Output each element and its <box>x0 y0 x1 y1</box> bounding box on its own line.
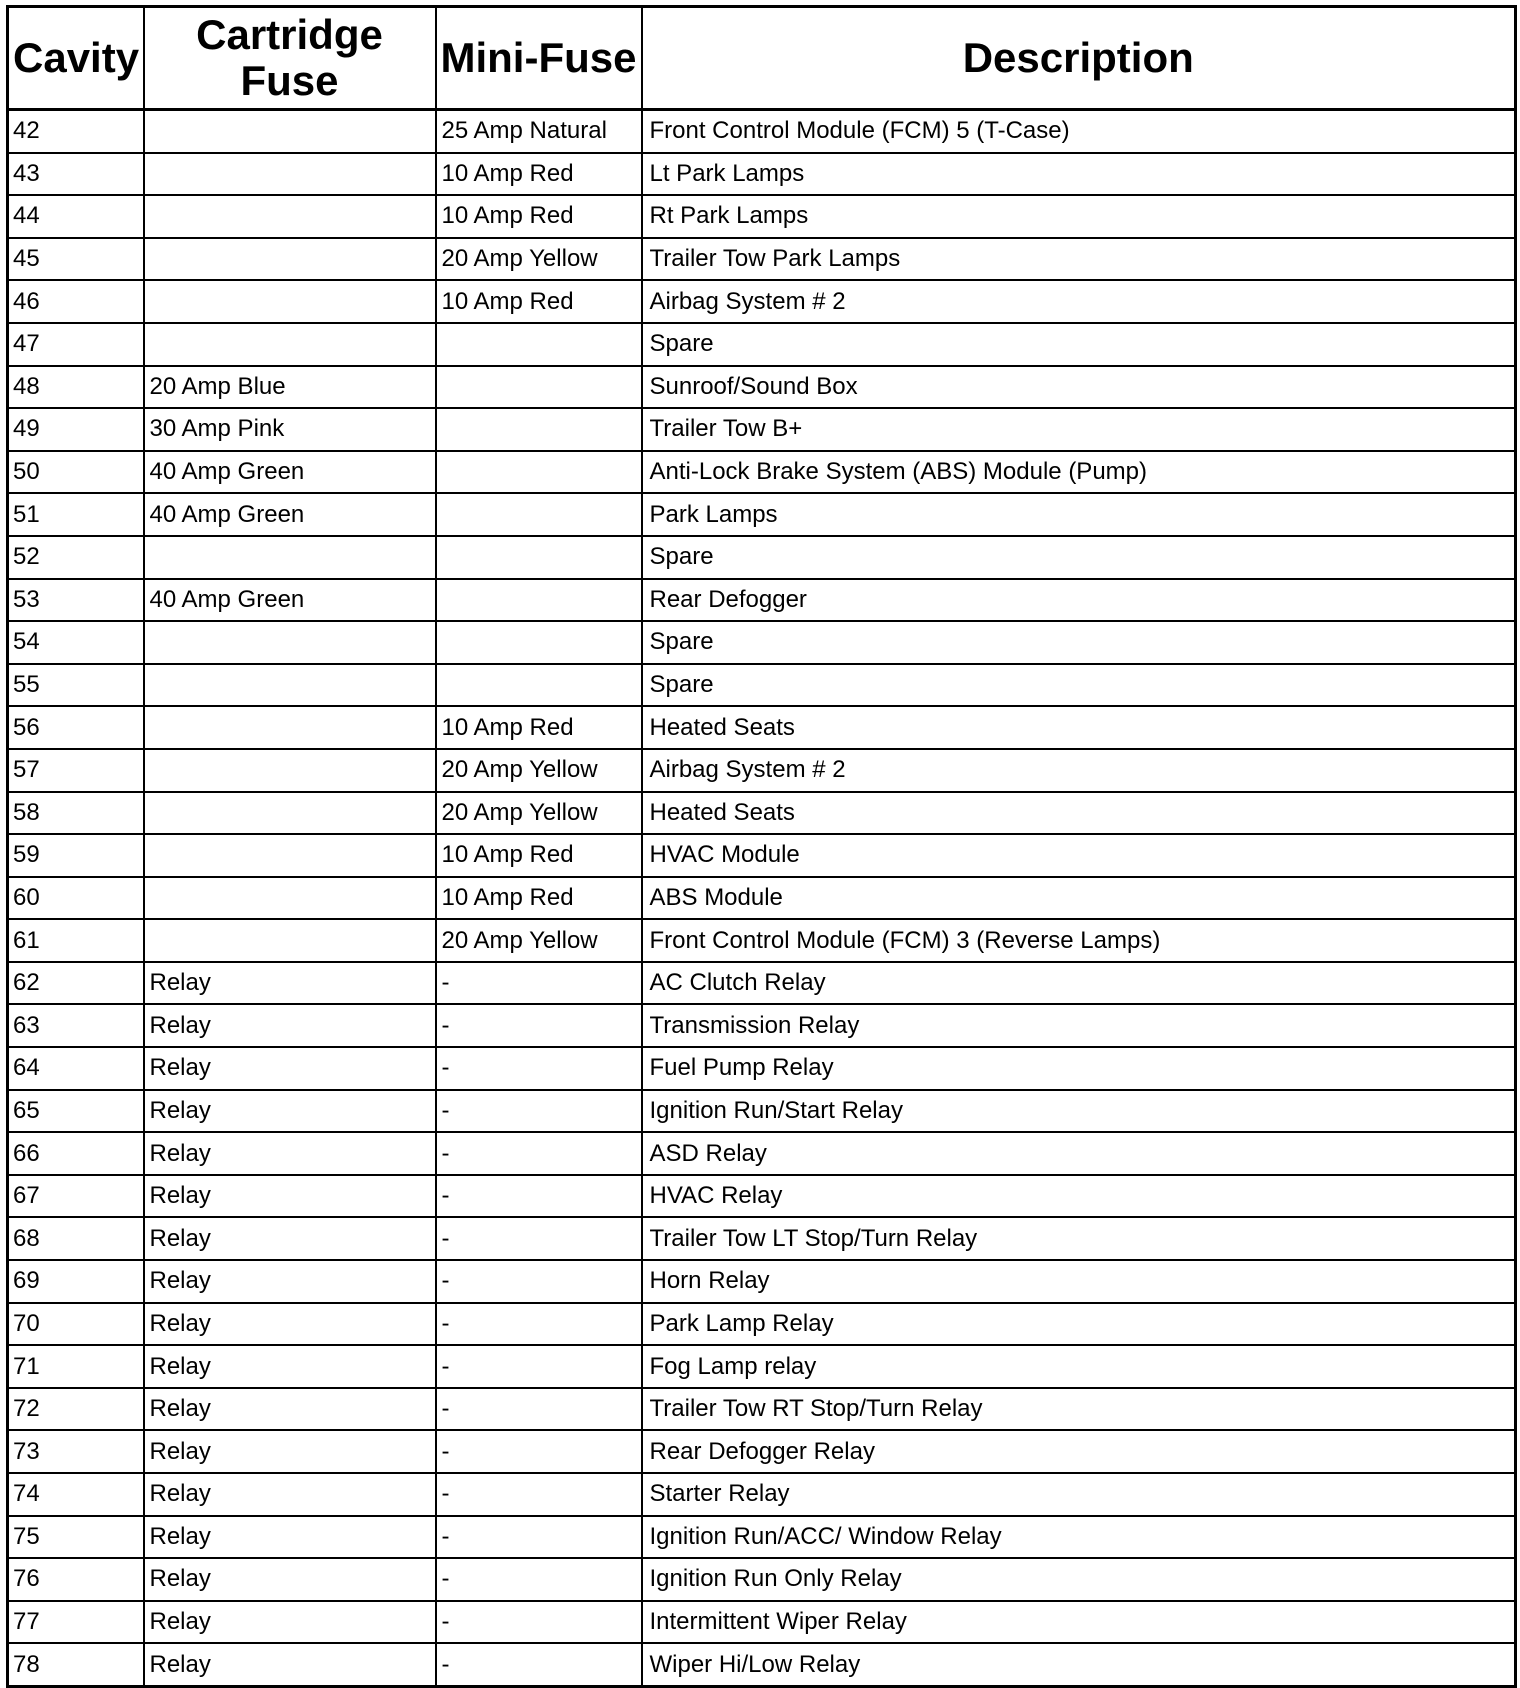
table-row <box>8 919 1516 962</box>
table-row <box>8 1558 1516 1601</box>
table-row <box>8 1090 1516 1133</box>
cell-cartridge-fuse: Relay <box>144 1090 436 1133</box>
cell-cartridge-fuse: Relay <box>144 1303 436 1346</box>
cell-mini-fuse: 20 Amp Yellow <box>436 919 642 962</box>
cell-cavity: 46 <box>8 280 144 323</box>
cell-description: Ignition Run/ACC/ Window Relay <box>642 1516 1516 1559</box>
table-row <box>8 877 1516 920</box>
cell-mini-fuse: 10 Amp Red <box>436 706 642 749</box>
cell-description: Heated Seats <box>642 792 1516 835</box>
cell-mini-fuse: - <box>436 1430 642 1473</box>
cell-cavity: 54 <box>8 621 144 664</box>
cell-description: ASD Relay <box>642 1132 1516 1175</box>
cell-mini-fuse: - <box>436 1601 642 1644</box>
table-row <box>8 962 1516 1005</box>
fuse-table <box>6 5 1517 1688</box>
cell-description: Fuel Pump Relay <box>642 1047 1516 1090</box>
cell-mini-fuse: - <box>436 1516 642 1559</box>
table-row <box>8 536 1516 579</box>
cell-cavity: 48 <box>8 366 144 409</box>
cell-mini-fuse: - <box>436 1260 642 1303</box>
cell-description: Spare <box>642 621 1516 664</box>
cell-description: Front Control Module (FCM) 3 (Reverse Lamps) <box>642 919 1516 962</box>
cell-description: Horn Relay <box>642 1260 1516 1303</box>
cell-mini-fuse: - <box>436 1388 642 1431</box>
cell-description: Park Lamps <box>642 493 1516 536</box>
cell-cartridge-fuse <box>144 919 436 962</box>
cell-description: Spare <box>642 323 1516 366</box>
table-row <box>8 1047 1516 1090</box>
cell-cavity: 68 <box>8 1217 144 1260</box>
table-row <box>8 238 1516 281</box>
cell-cavity: 62 <box>8 962 144 1005</box>
cell-cavity: 44 <box>8 195 144 238</box>
cell-mini-fuse: - <box>436 1473 642 1516</box>
cell-cavity: 59 <box>8 834 144 877</box>
cell-cavity: 75 <box>8 1516 144 1559</box>
cell-cartridge-fuse: Relay <box>144 1643 436 1686</box>
cell-cavity: 64 <box>8 1047 144 1090</box>
cell-cavity: 69 <box>8 1260 144 1303</box>
cell-description: HVAC Module <box>642 834 1516 877</box>
cell-cavity: 58 <box>8 792 144 835</box>
cell-cartridge-fuse <box>144 792 436 835</box>
cell-cavity: 47 <box>8 323 144 366</box>
cell-mini-fuse: 10 Amp Red <box>436 877 642 920</box>
header-row <box>8 7 1516 110</box>
cell-cavity: 51 <box>8 493 144 536</box>
cell-description: Rear Defogger Relay <box>642 1430 1516 1473</box>
table-row <box>8 664 1516 707</box>
cell-description: Trailer Tow RT Stop/Turn Relay <box>642 1388 1516 1431</box>
cell-cavity: 49 <box>8 408 144 451</box>
cell-description: Ignition Run Only Relay <box>642 1558 1516 1601</box>
cell-cartridge-fuse: 40 Amp Green <box>144 579 436 622</box>
cell-description: Fog Lamp relay <box>642 1345 1516 1388</box>
table-row <box>8 493 1516 536</box>
cell-description: Trailer Tow B+ <box>642 408 1516 451</box>
cell-cavity: 50 <box>8 451 144 494</box>
cell-mini-fuse: - <box>436 1132 642 1175</box>
cell-cavity: 43 <box>8 153 144 196</box>
cell-cartridge-fuse <box>144 706 436 749</box>
cell-cartridge-fuse: Relay <box>144 1388 436 1431</box>
table-body <box>8 110 1516 1687</box>
fuse-table-sheet <box>6 5 1514 1688</box>
cell-description: Rear Defogger <box>642 579 1516 622</box>
table-row <box>8 1004 1516 1047</box>
cell-description: Park Lamp Relay <box>642 1303 1516 1346</box>
cell-cavity: 72 <box>8 1388 144 1431</box>
cell-cartridge-fuse <box>144 195 436 238</box>
cell-cavity: 52 <box>8 536 144 579</box>
cell-mini-fuse: - <box>436 1047 642 1090</box>
cell-cartridge-fuse: Relay <box>144 1047 436 1090</box>
table-row <box>8 1303 1516 1346</box>
cell-cavity: 76 <box>8 1558 144 1601</box>
cell-cavity: 70 <box>8 1303 144 1346</box>
table-row <box>8 792 1516 835</box>
table-row <box>8 749 1516 792</box>
cell-mini-fuse <box>436 621 642 664</box>
cell-mini-fuse <box>436 451 642 494</box>
cell-description: Front Control Module (FCM) 5 (T-Case) <box>642 110 1516 153</box>
cell-description: Sunroof/Sound Box <box>642 366 1516 409</box>
header-cartridge-fuse <box>144 7 436 110</box>
cell-cavity: 74 <box>8 1473 144 1516</box>
cell-description: Wiper Hi/Low Relay <box>642 1643 1516 1686</box>
cell-cartridge-fuse: Relay <box>144 1558 436 1601</box>
table-row <box>8 451 1516 494</box>
table-row <box>8 323 1516 366</box>
table-row <box>8 1430 1516 1473</box>
table-row <box>8 153 1516 196</box>
cell-cavity: 57 <box>8 749 144 792</box>
cell-mini-fuse: - <box>436 1217 642 1260</box>
cell-mini-fuse: - <box>436 962 642 1005</box>
cell-mini-fuse: 20 Amp Yellow <box>436 749 642 792</box>
cell-cartridge-fuse: Relay <box>144 1175 436 1218</box>
cell-cartridge-fuse: 20 Amp Blue <box>144 366 436 409</box>
cell-cartridge-fuse: 40 Amp Green <box>144 451 436 494</box>
cell-description: ABS Module <box>642 877 1516 920</box>
table-row <box>8 280 1516 323</box>
cell-mini-fuse: 25 Amp Natural <box>436 110 642 153</box>
cell-description: Heated Seats <box>642 706 1516 749</box>
cell-mini-fuse <box>436 323 642 366</box>
cell-description: Rt Park Lamps <box>642 195 1516 238</box>
table-row <box>8 408 1516 451</box>
cell-cartridge-fuse <box>144 536 436 579</box>
cell-description: HVAC Relay <box>642 1175 1516 1218</box>
cell-description: Trailer Tow LT Stop/Turn Relay <box>642 1217 1516 1260</box>
cell-mini-fuse: - <box>436 1643 642 1686</box>
cell-cavity: 78 <box>8 1643 144 1686</box>
cell-cavity: 60 <box>8 877 144 920</box>
cell-cartridge-fuse: Relay <box>144 1217 436 1260</box>
cell-cartridge-fuse <box>144 664 436 707</box>
cell-cartridge-fuse: Relay <box>144 1430 436 1473</box>
table-header <box>8 7 1516 110</box>
table-row <box>8 1643 1516 1686</box>
cell-description: Transmission Relay <box>642 1004 1516 1047</box>
cell-cartridge-fuse: 30 Amp Pink <box>144 408 436 451</box>
table-row <box>8 366 1516 409</box>
cell-mini-fuse: - <box>436 1090 642 1133</box>
cell-description: Airbag System # 2 <box>642 749 1516 792</box>
cell-mini-fuse: 20 Amp Yellow <box>436 792 642 835</box>
cell-description: Intermittent Wiper Relay <box>642 1601 1516 1644</box>
cell-description: AC Clutch Relay <box>642 962 1516 1005</box>
cell-mini-fuse: - <box>436 1175 642 1218</box>
table-row <box>8 1345 1516 1388</box>
cell-mini-fuse: 10 Amp Red <box>436 153 642 196</box>
header-mini-fuse: Mini-Fuse <box>436 7 642 110</box>
cell-cartridge-fuse <box>144 621 436 664</box>
cell-cavity: 42 <box>8 110 144 153</box>
cell-cavity: 66 <box>8 1132 144 1175</box>
cell-mini-fuse: 20 Amp Yellow <box>436 238 642 281</box>
cell-cavity: 63 <box>8 1004 144 1047</box>
cell-mini-fuse <box>436 408 642 451</box>
table-row <box>8 1388 1516 1431</box>
cell-description: Airbag System # 2 <box>642 280 1516 323</box>
table-row <box>8 1516 1516 1559</box>
cell-mini-fuse: - <box>436 1004 642 1047</box>
cell-cartridge-fuse: Relay <box>144 1260 436 1303</box>
table-row <box>8 1132 1516 1175</box>
table-row <box>8 834 1516 877</box>
cell-cartridge-fuse: 40 Amp Green <box>144 493 436 536</box>
table-row <box>8 579 1516 622</box>
cell-cavity: 73 <box>8 1430 144 1473</box>
cell-cavity: 45 <box>8 238 144 281</box>
table-row <box>8 1601 1516 1644</box>
cell-mini-fuse: 10 Amp Red <box>436 195 642 238</box>
cell-cavity: 56 <box>8 706 144 749</box>
cell-mini-fuse: - <box>436 1558 642 1601</box>
cell-cartridge-fuse <box>144 749 436 792</box>
cell-cavity: 77 <box>8 1601 144 1644</box>
table-row <box>8 621 1516 664</box>
cell-cartridge-fuse: Relay <box>144 962 436 1005</box>
table-row <box>8 110 1516 153</box>
header-cavity: Cavity <box>8 7 144 110</box>
cell-mini-fuse <box>436 366 642 409</box>
cell-cavity: 67 <box>8 1175 144 1218</box>
cell-cartridge-fuse <box>144 834 436 877</box>
cell-cartridge-fuse <box>144 280 436 323</box>
table-row <box>8 1217 1516 1260</box>
table-row <box>8 1473 1516 1516</box>
table-row <box>8 706 1516 749</box>
cell-mini-fuse <box>436 664 642 707</box>
cell-cartridge-fuse: Relay <box>144 1601 436 1644</box>
cell-cavity: 61 <box>8 919 144 962</box>
cell-description: Spare <box>642 536 1516 579</box>
cell-description: Starter Relay <box>642 1473 1516 1516</box>
cell-cavity: 65 <box>8 1090 144 1133</box>
header-description: Description <box>642 7 1516 110</box>
cell-description: Lt Park Lamps <box>642 153 1516 196</box>
cell-mini-fuse <box>436 493 642 536</box>
cell-cartridge-fuse: Relay <box>144 1004 436 1047</box>
cell-cartridge-fuse: Relay <box>144 1516 436 1559</box>
cell-cartridge-fuse <box>144 238 436 281</box>
table-row <box>8 195 1516 238</box>
cell-description: Anti-Lock Brake System (ABS) Module (Pump) <box>642 451 1516 494</box>
cell-mini-fuse: - <box>436 1345 642 1388</box>
cell-cavity: 55 <box>8 664 144 707</box>
table-row <box>8 1260 1516 1303</box>
cell-description: Trailer Tow Park Lamps <box>642 238 1516 281</box>
cell-description: Ignition Run/Start Relay <box>642 1090 1516 1133</box>
cell-cartridge-fuse: Relay <box>144 1132 436 1175</box>
header-cartridge-line2: Fuse <box>240 57 339 104</box>
cell-mini-fuse <box>436 536 642 579</box>
cell-cartridge-fuse <box>144 153 436 196</box>
cell-mini-fuse: - <box>436 1303 642 1346</box>
cell-mini-fuse: 10 Amp Red <box>436 280 642 323</box>
cell-cartridge-fuse <box>144 323 436 366</box>
cell-cavity: 71 <box>8 1345 144 1388</box>
table-row <box>8 1175 1516 1218</box>
cell-cartridge-fuse: Relay <box>144 1473 436 1516</box>
cell-cavity: 53 <box>8 579 144 622</box>
cell-cartridge-fuse <box>144 110 436 153</box>
header-cartridge-line1: Cartridge <box>196 11 383 58</box>
cell-cartridge-fuse <box>144 877 436 920</box>
cell-mini-fuse: 10 Amp Red <box>436 834 642 877</box>
cell-description: Spare <box>642 664 1516 707</box>
cell-cartridge-fuse: Relay <box>144 1345 436 1388</box>
cell-mini-fuse <box>436 579 642 622</box>
